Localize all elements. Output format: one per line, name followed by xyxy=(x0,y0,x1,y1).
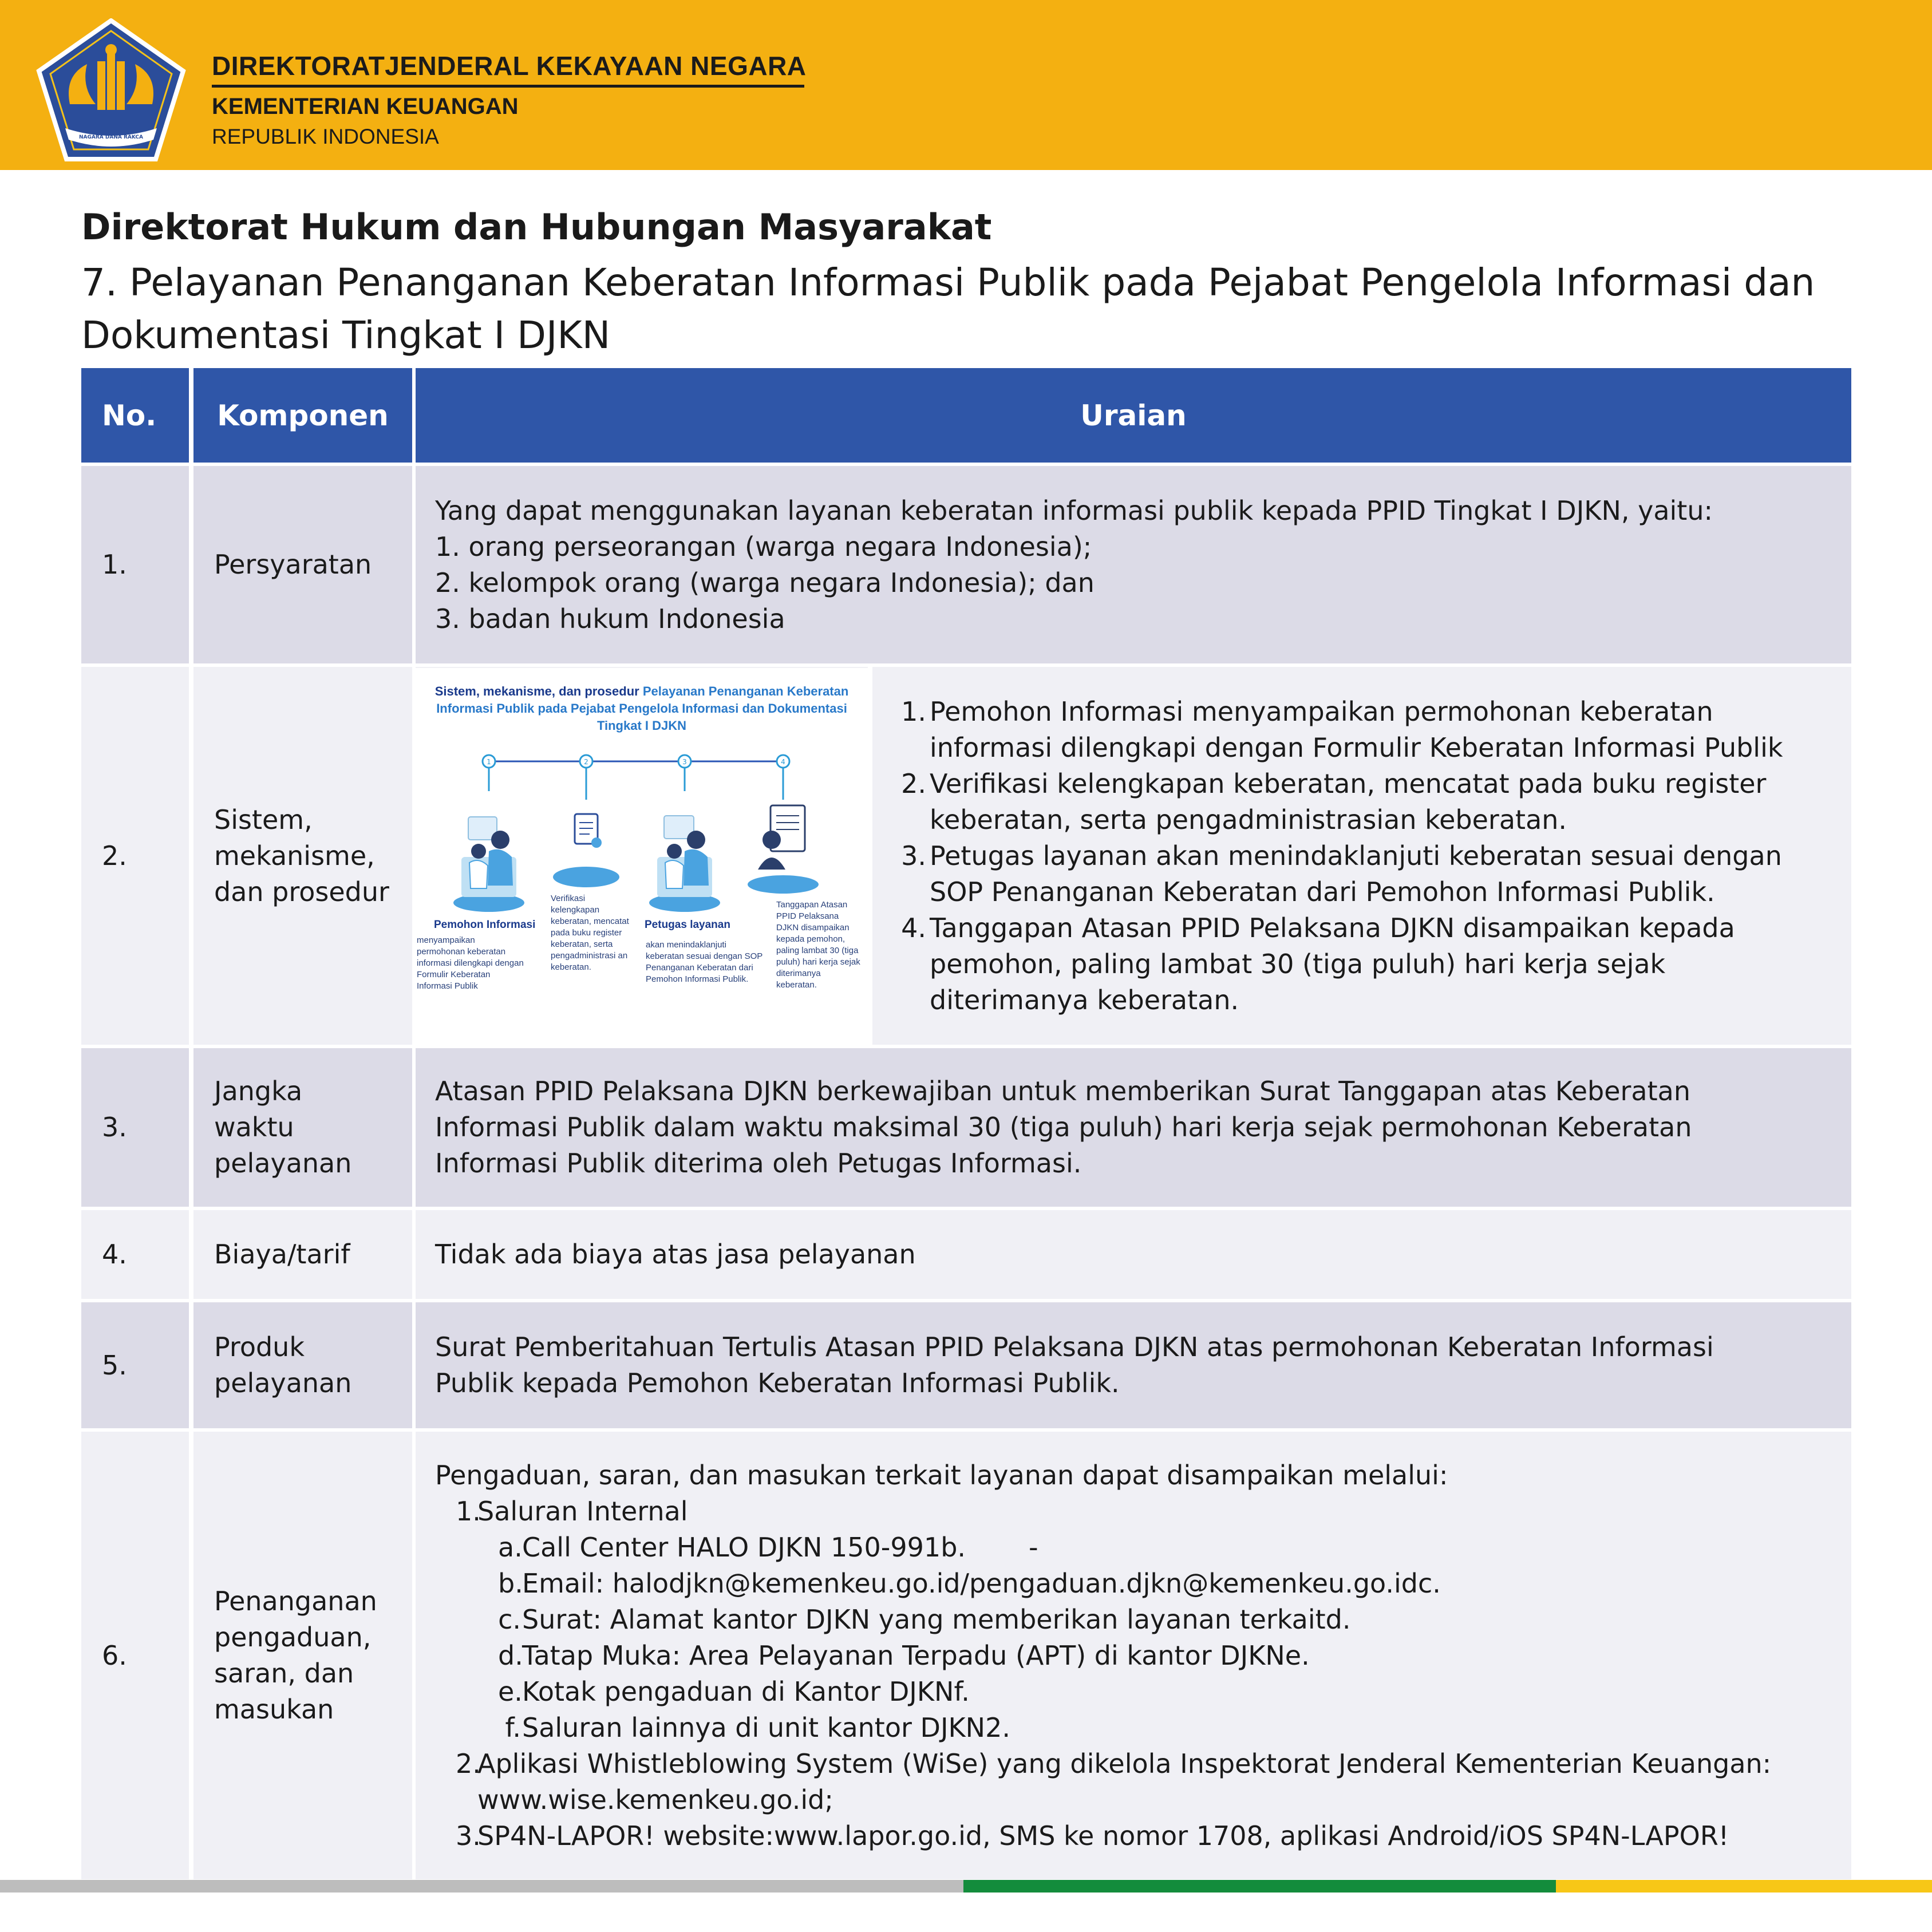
procedure-item xyxy=(895,694,1832,766)
row1-komponen: Persyaratan xyxy=(193,466,412,663)
complaint-subchannel xyxy=(435,1602,1834,1638)
procedure-item xyxy=(895,838,1832,910)
supervisor-illustration-icon xyxy=(748,805,819,894)
service-table xyxy=(81,368,1851,1879)
subchannel-text: Email: halodjkn@kemenkeu.go.id/pengaduan.djkn@kemenkeu.go.idc. xyxy=(522,1567,1441,1599)
applicant-illustration-icon xyxy=(453,817,524,912)
complaint-channel xyxy=(435,1494,1834,1530)
subchannel-suffix: - xyxy=(1029,1531,1038,1563)
procedure-item xyxy=(895,766,1832,838)
subchannel-text: Saluran lainnya di unit kantor DJKN2. xyxy=(522,1712,1010,1743)
subchannel-text: Call Center HALO DJKN 150-991b. xyxy=(522,1531,966,1563)
complaint-subchannel xyxy=(435,1530,1834,1566)
subchannel-letter: d. xyxy=(498,1639,523,1671)
subchannel-letter: f. xyxy=(505,1712,521,1743)
step-number: 1 xyxy=(487,758,491,766)
step-number: 3 xyxy=(682,758,687,766)
step-marker xyxy=(483,755,495,768)
infographic-caption-step2: Verifikasi kelengkapan keberatan, mencatat pada buku register keberatan, serta pengadministrasi an keberatan. xyxy=(551,894,629,972)
complaint-subchannel xyxy=(435,1566,1834,1602)
subchannel-letter: a. xyxy=(498,1531,523,1563)
subchannel-text: Tatap Muka: Area Pelayanan Terpadu (APT) di kantor DJKNe. xyxy=(522,1639,1310,1671)
org-name-ministry: KEMENTERIAN KEUANGAN xyxy=(212,94,519,119)
complaint-channel xyxy=(435,1818,1834,1854)
complaint-channel-text: SP4N-LAPOR! website:www.lapor.go.id, SMS ke nomor 1708, aplikasi Android/iOS SP4N-LAPOR! xyxy=(477,1820,1729,1851)
complaint-subchannel xyxy=(435,1710,1834,1746)
complaint-channel xyxy=(435,1746,1834,1818)
row1-intro: Yang dapat menggunakan layanan keberatan informasi publik kepada PPID Tingkat I DJKN, yaitu: xyxy=(435,495,1713,526)
row4-number: 4. xyxy=(81,1210,189,1299)
row5-komponen: Produk pelayanan xyxy=(193,1302,412,1428)
column-header-komponen: Komponen xyxy=(193,368,412,463)
header-divider xyxy=(212,85,804,88)
row6-number: 6. xyxy=(81,1432,189,1879)
infographic-title-dark: Sistem, mekanisme, dan prosedur xyxy=(434,684,639,698)
complaint-subchannel xyxy=(435,1638,1834,1674)
row3-uraian: Atasan PPID Pelaksana DJKN berkewajiban untuk memberikan Surat Tanggapan atas Keberatan Informasi Publik dalam waktu maksimal 30 (tiga puluh) hari kerja sejak permohonan Keberatan Informasi Publik diterima oleh Petugas Informasi. xyxy=(416,1048,1851,1207)
complaint-intro: Pengaduan, saran, dan masukan terkait layanan dapat disampaikan melalui: xyxy=(435,1459,1448,1491)
row3-number: 3. xyxy=(81,1048,189,1207)
procedure-infographic xyxy=(416,668,868,1048)
row2-number: 2. xyxy=(81,667,189,1045)
subchannel-letter: b. xyxy=(498,1567,523,1599)
row6-uraian xyxy=(416,1432,1851,1879)
column-header-uraian: Uraian xyxy=(416,368,1851,463)
step-marker xyxy=(580,755,592,768)
complaint-channel-text: Aplikasi Whistleblowing System (WiSe) yang dikelola Inspektorat Jenderal Kementerian Keuangan: www.wise.kemenkeu.go.id; xyxy=(477,1748,1772,1815)
footer-stripe-green xyxy=(963,1880,1556,1893)
infographic-divider xyxy=(868,667,872,1045)
subchannel-letter: e. xyxy=(498,1676,523,1707)
subchannel-text: Kotak pengaduan di Kantor DJKNf. xyxy=(522,1676,970,1707)
infographic-caption-step1: menyampaikan permohonan keberatan informasi dilengkapi dengan Formulir Keberatan Informasi Publik xyxy=(417,935,524,991)
logo-motto: NAGARA DANA RAKCA xyxy=(79,135,143,140)
officer-illustration-icon xyxy=(649,816,720,912)
row1-item: 3. badan hukum Indonesia xyxy=(435,603,785,634)
complaint-channel-number: 2. xyxy=(456,1748,481,1779)
row4-komponen: Biaya/tarif xyxy=(193,1210,412,1299)
footer-stripe-grey xyxy=(0,1880,963,1893)
footer-stripe-yellow xyxy=(1556,1880,1932,1893)
service-title: 7. Pelayanan Penanganan Keberatan Informasi Publik pada Pejabat Pengelola Informasi dan Dokumentasi Tingkat I DJKN xyxy=(81,260,1815,357)
procedure-item-number: 2. xyxy=(901,768,926,799)
row1-item: 2. kelompok orang (warga negara Indonesia); dan xyxy=(435,567,1095,598)
row5-uraian: Surat Pemberitahuan Tertulis Atasan PPID Pelaksana DJKN atas permohonan Keberatan Informasi Publik kepada Pemohon Keberatan Informasi Publik. xyxy=(416,1302,1851,1428)
directorate-title: Direktorat Hukum dan Hubungan Masyarakat xyxy=(81,206,992,248)
row6-komponen: Penanganan pengaduan, saran, dan masukan xyxy=(193,1432,412,1879)
step-number: 2 xyxy=(584,758,588,766)
org-name-country: REPUBLIK INDONESIA xyxy=(212,125,439,148)
procedure-item xyxy=(895,910,1832,1018)
row4-uraian: Tidak ada biaya atas jasa pelayanan xyxy=(416,1210,1851,1299)
procedure-item-text: Verifikasi kelengkapan keberatan, mencatat pada buku register keberatan, serta pengadministrasian keberatan. xyxy=(930,768,1767,835)
row2-procedure-list xyxy=(872,667,1851,1045)
procedure-item-text: Petugas layanan akan menindaklanjuti keberatan sesuai dengan SOP Penanganan Keberatan dari Pemohon Informasi Publik. xyxy=(930,840,1782,907)
register-book-illustration-icon xyxy=(553,814,619,887)
column-header-no: No. xyxy=(81,368,189,463)
complaint-subchannel xyxy=(435,1674,1834,1710)
procedure-item-text: Tanggapan Atasan PPID Pelaksana DJKN disampaikan kepada pemohon, paling lambat 30 (tiga puluh) hari kerja sejak diterimanya keberatan. xyxy=(930,912,1735,1016)
complaint-channel-text: Saluran Internal xyxy=(477,1495,688,1527)
subchannel-text: Surat: Alamat kantor DJKN yang memberikan layanan terkaitd. xyxy=(522,1603,1351,1635)
step-marker xyxy=(678,755,691,768)
step-number: 4 xyxy=(781,758,785,766)
row2-komponen: Sistem, mekanisme, dan prosedur xyxy=(193,667,412,1045)
step-marker xyxy=(777,755,789,768)
infographic-label-applicant: Pemohon Informasi xyxy=(434,919,536,931)
kemenkeu-emblem-icon xyxy=(35,18,187,161)
row3-komponen: Jangka waktu pelayanan xyxy=(193,1048,412,1207)
row1-number: 1. xyxy=(81,466,189,663)
procedure-item-number: 4. xyxy=(901,912,926,943)
infographic-caption-step4: Tanggapan Atasan PPID Pelaksana DJKN disampaikan kepada pemohon, paling lambat 30 (tiga puluh) hari kerja sejak diterimanya keberatan. xyxy=(776,900,860,990)
row1-uraian xyxy=(416,466,1851,663)
procedure-item-number: 1. xyxy=(901,696,926,727)
infographic-caption-step3: akan menindaklanjuti keberatan sesuai dengan SOP Penanganan Keberatan dari Pemohon Informasi Publik. xyxy=(646,940,763,984)
row1-item: 1. orang perseorangan (warga negara Indonesia); xyxy=(435,531,1092,562)
complaint-channel-number: 3. xyxy=(456,1820,481,1851)
procedure-item-text: Pemohon Informasi menyampaikan permohonan keberatan informasi dilengkapi dengan Formulir Keberatan Informasi Publik xyxy=(930,696,1783,763)
row5-number: 5. xyxy=(81,1302,189,1428)
complaint-channel-number: 1. xyxy=(456,1495,481,1527)
org-name-directorate: DIREKTORATJENDERAL KEKAYAAN NEGARA xyxy=(212,51,807,81)
procedure-item-number: 3. xyxy=(901,840,926,871)
infographic-label-officer: Petugas layanan xyxy=(645,919,730,931)
infographic-title-light: Pelayanan Penanganan Keberatan Informasi Publik pada Pejabat Pengelola Informasi dan Dokumentasi Tingkat I DJKN xyxy=(436,684,849,733)
subchannel-letter: c. xyxy=(498,1603,521,1635)
